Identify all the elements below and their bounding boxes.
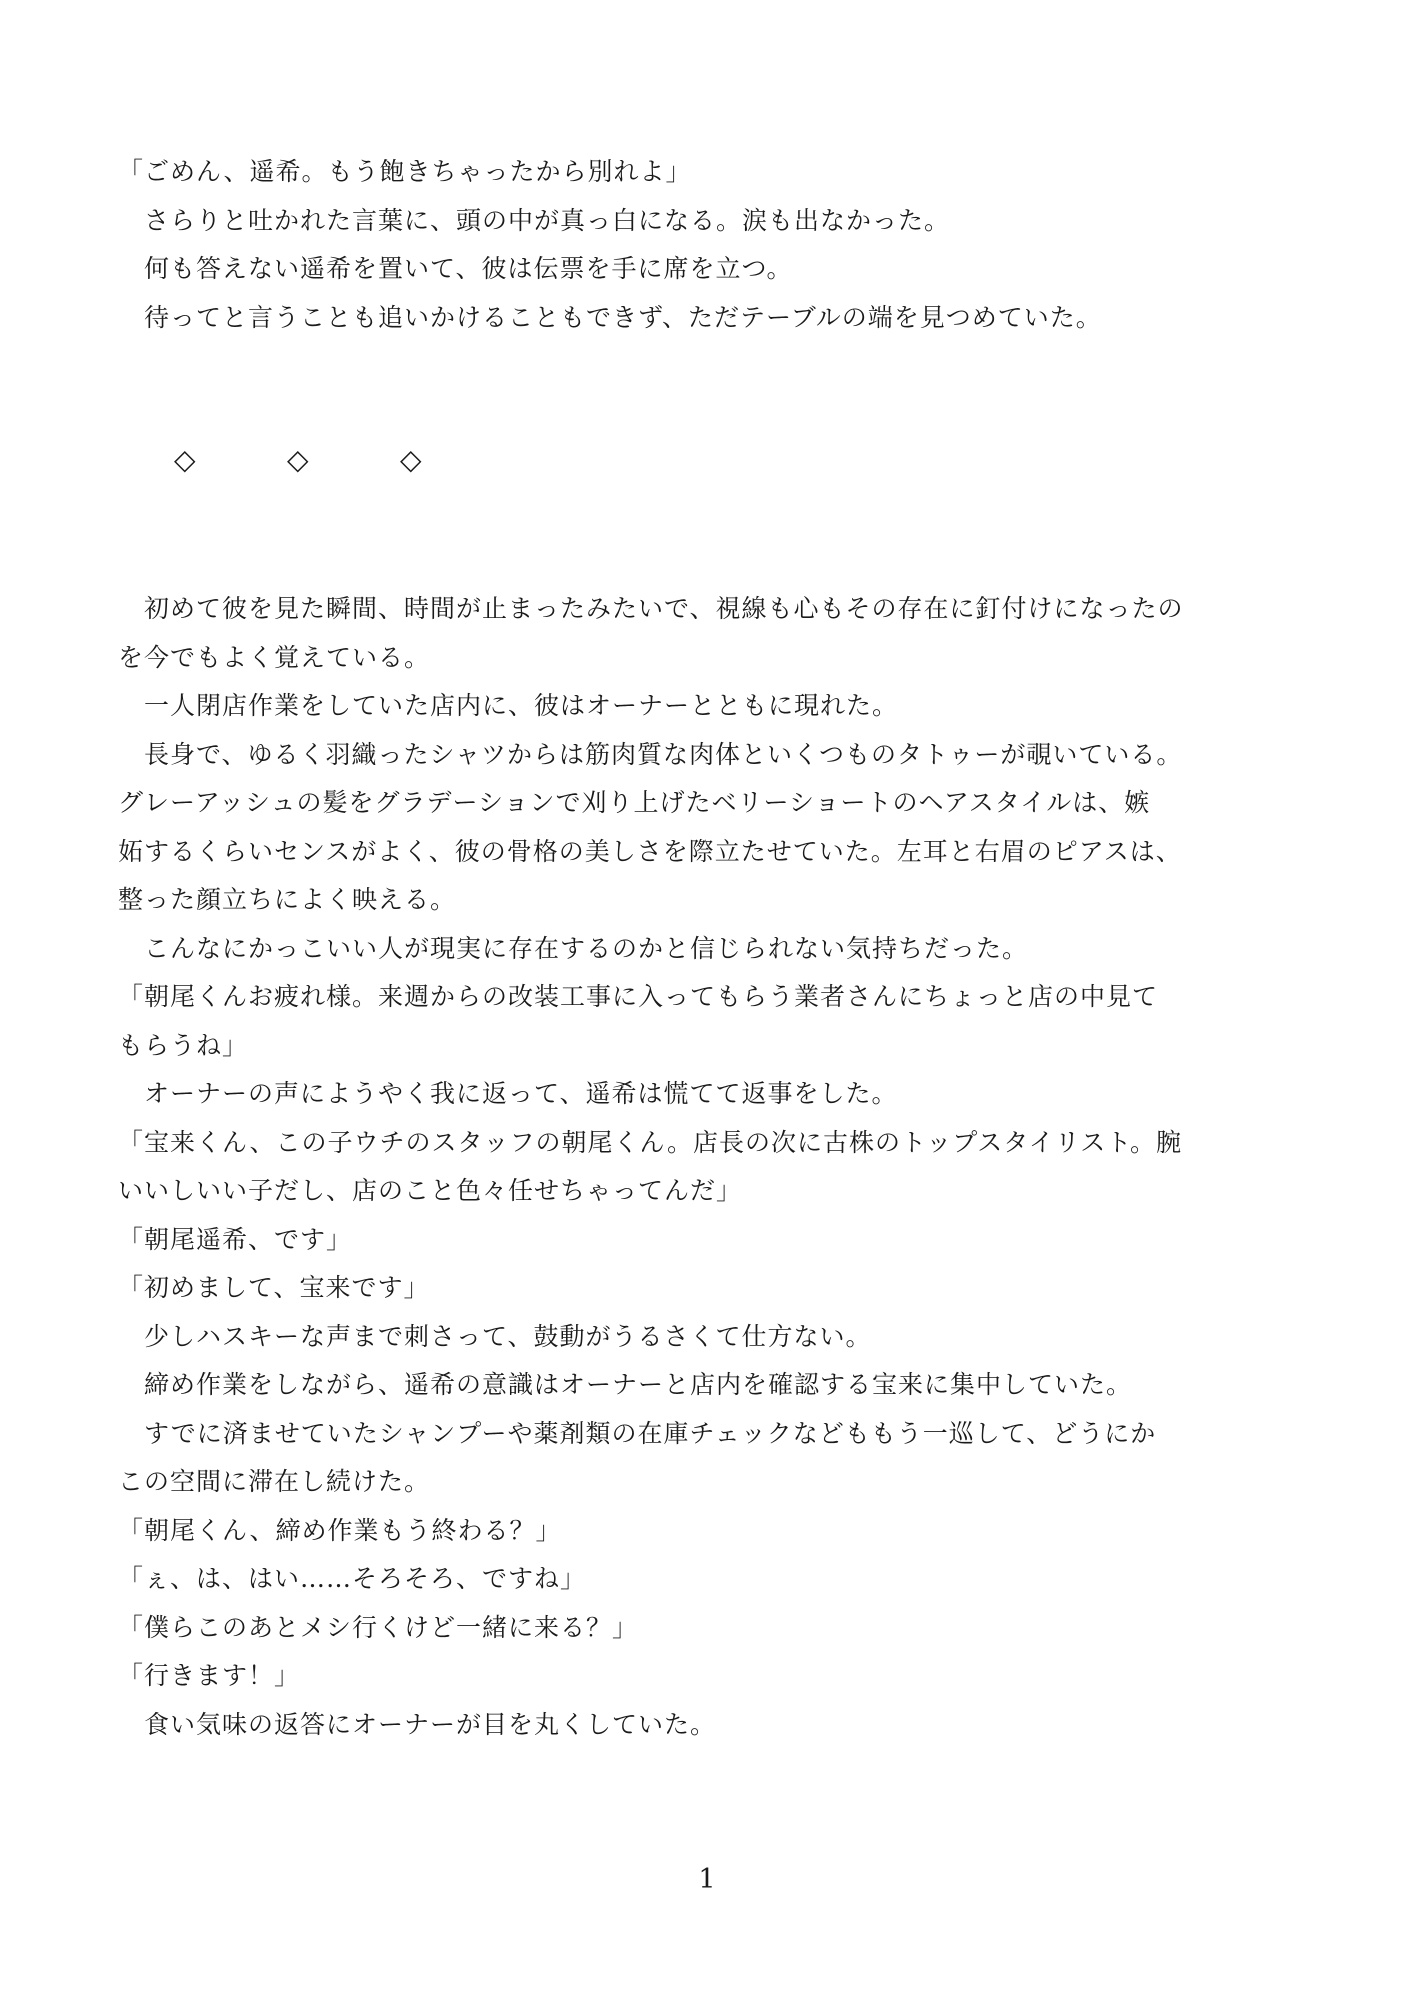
scene-break-separator xyxy=(174,440,513,480)
text-line: 長身で、ゆるく羽織ったシャツからは筋肉質な肉体といくつものタトゥーが覗いている。 xyxy=(118,739,1183,769)
text-line: こんなにかっこいい人が現実に存在するのかと信じられない気持ちだった。 xyxy=(118,933,1029,963)
text-line: 妬するくらいセンスがよく、彼の骨格の美しさを際立たせていた。左耳と右眉のピアスは、 xyxy=(118,836,1182,866)
text-line: を今でもよく覚えている。 xyxy=(118,642,431,672)
text-line: 少しハスキーな声まで刺さって、鼓動がうるさくて仕方ない。 xyxy=(118,1321,872,1351)
page-number: 1 xyxy=(698,1864,716,1895)
text-line: 食い気味の返答にオーナーが目を丸くしていた。 xyxy=(118,1709,717,1739)
diamond-glyph: ◇ xyxy=(174,443,196,476)
text-line: 「ぇ、は、はい……そろそろ、ですね」 xyxy=(118,1564,587,1593)
text-line: 締め作業をしながら、遥希の意識はオーナーと店内を確認する宝来に集中していた。 xyxy=(118,1370,1133,1399)
text-line: 「僕らこのあとメシ行くけど一緒に来る？」 xyxy=(118,1612,639,1642)
text-line: もらうね」 xyxy=(118,1030,249,1060)
main-paragraphs xyxy=(118,585,1298,1749)
text-line: さらりと吐かれた言葉に、頭の中が真っ白になる。涙も出なかった。 xyxy=(118,205,951,235)
text-line: 「行きます！」 xyxy=(118,1661,301,1690)
text-line: 「ごめん、遥希。もう飽きちゃったから別れよ」 xyxy=(118,157,692,186)
text-line: 整った顔立ちによく映える。 xyxy=(118,885,457,914)
text-line: すでに済ませていたシャンプーや薬剤類の在庫チェックなどももう一巡して、どうにか xyxy=(118,1418,1157,1448)
text-line: この空間に滞在し続けた。 xyxy=(118,1467,431,1496)
text-line: 待ってと言うことも追いかけることもできず、ただテーブルの端を見つめていた。 xyxy=(118,302,1102,332)
text-line: 「朝尾くんお疲れ様。来週からの改装工事に入ってもらう業者さんにちょっと店の中見て xyxy=(118,982,1159,1011)
text-line: 「宝来くん、この子ウチのスタッフの朝尾くん。店長の次に古株のトップスタイリスト。腕 xyxy=(118,1127,1183,1157)
diamond-glyph: ◇ xyxy=(287,443,309,476)
text-line: オーナーの声にようやく我に返って、遥希は慌てて返事をした。 xyxy=(118,1079,898,1108)
text-line: いいしいい子だし、店のこと色々任せちゃってんだ」 xyxy=(118,1176,743,1205)
text-line: 一人閉店作業をしていた店内に、彼はオーナーとともに現れた。 xyxy=(118,691,899,720)
text-line: 初めて彼を見た瞬間、時間が止まったみたいで、視線も心もその存在に釘付けになったの xyxy=(118,594,1184,623)
text-line: 「朝尾くん、締め作業もう終わる？」 xyxy=(118,1515,562,1545)
text-line: 「初めまして、宝来です」 xyxy=(118,1273,430,1302)
text-line: 「朝尾遥希、です」 xyxy=(118,1224,353,1254)
text-line: グレーアッシュの髪をグラデーションで刈り上げたベリーショートのヘアスタイルは、嫉 xyxy=(118,788,1151,817)
text-line: 何も答えない遥希を置いて、彼は伝票を手に席を立つ。 xyxy=(118,254,793,283)
opening-paragraphs xyxy=(118,148,1298,342)
diamond-glyph: ◇ xyxy=(400,443,422,476)
